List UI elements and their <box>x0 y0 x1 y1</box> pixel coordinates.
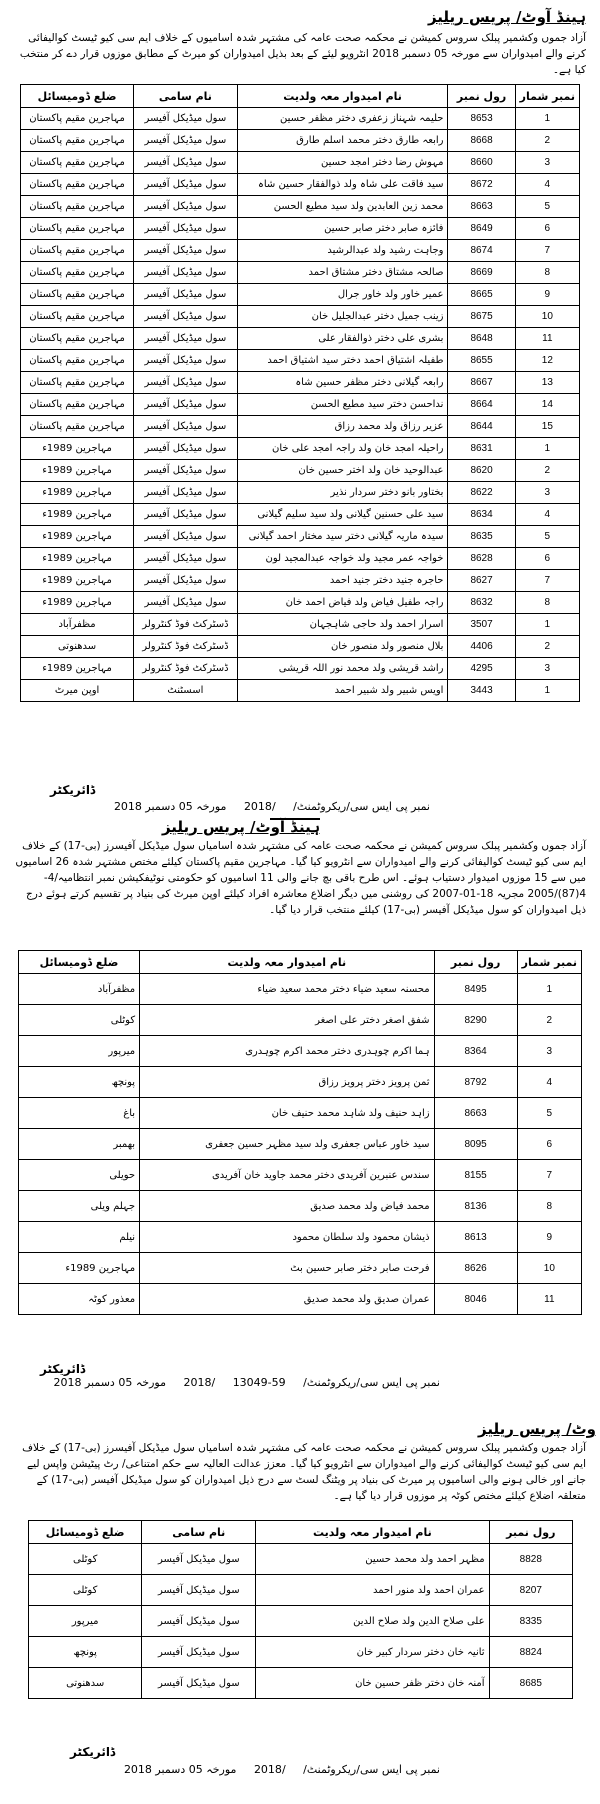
table-cell: ڈسٹرکٹ فوڈ کنٹرولر <box>134 636 238 658</box>
table-cell: نیلم <box>19 1222 140 1253</box>
table-cell: 4406 <box>448 636 515 658</box>
table-cell: سدھنوتی <box>29 1668 142 1699</box>
table-cell: سول میڈیکل آفیسر <box>134 328 238 350</box>
table-cell: 8667 <box>448 372 515 394</box>
table-cell: اویس شبیر ولد شبیر احمد <box>237 680 448 702</box>
table-cell: ہما اکرم چوہدری دختر محمد اکرم چوہدری <box>140 1036 434 1067</box>
table-cell: 8046 <box>434 1284 517 1315</box>
table-cell: 11 <box>515 328 579 350</box>
table-cell: 2 <box>515 130 579 152</box>
table-cell: 8136 <box>434 1191 517 1222</box>
table-cell: 8669 <box>448 262 515 284</box>
table-cell: 11 <box>517 1284 581 1315</box>
s2-ref-b: /2018 <box>183 1376 216 1389</box>
table-cell: مہاجرین 1989ء <box>21 482 134 504</box>
table-row <box>29 1606 573 1637</box>
table-row <box>21 614 580 636</box>
s1-director: ڈائریکٹر <box>50 783 96 797</box>
s3-ref <box>110 1763 440 1776</box>
table-row <box>21 350 580 372</box>
table-cell: سید علی حسنین گیلانی ولد سید سلیم گیلانی <box>237 504 448 526</box>
table-cell: 8207 <box>489 1575 572 1606</box>
table-row <box>21 174 580 196</box>
s2-ref <box>39 1376 440 1389</box>
table-cell: فائزہ صابر دختر صابر حسین <box>237 218 448 240</box>
s3-table <box>28 1520 573 1699</box>
table-cell: 3507 <box>448 614 515 636</box>
table-cell: مہاجرین 1989ء <box>21 570 134 592</box>
table-cell: سول میڈیکل آفیسر <box>142 1637 256 1668</box>
table-cell: 14 <box>515 394 579 416</box>
table-cell: 8622 <box>448 482 515 504</box>
table-cell: 8631 <box>448 438 515 460</box>
table-cell: راشد قریشی ولد محمد نور اللہ قریشی <box>237 658 448 680</box>
s3-ref-b: /2018 <box>253 1763 286 1776</box>
table-cell: 2 <box>515 460 579 482</box>
table-cell: 8663 <box>448 196 515 218</box>
table-cell: عمیر خاور ولد خاور جرال <box>237 284 448 306</box>
table-row <box>21 130 580 152</box>
table-cell: سول میڈیکل آفیسر <box>134 394 238 416</box>
table-cell: معذور کوٹہ <box>19 1284 140 1315</box>
table-cell: خواجہ عمر مجید ولد خواجہ عبدالمجید لون <box>237 548 448 570</box>
table-cell: 13 <box>515 372 579 394</box>
table-cell: 2 <box>515 636 579 658</box>
table-cell: 2 <box>517 1005 581 1036</box>
table-row <box>19 1284 582 1315</box>
table-cell: مہاجرین مقیم پاکستان <box>21 174 134 196</box>
table-cell: 8632 <box>448 592 515 614</box>
table-cell: 8 <box>515 262 579 284</box>
table-cell: 8655 <box>448 350 515 372</box>
table-row <box>21 636 580 658</box>
table-cell: بختاور بانو دختر سردار نذیر <box>237 482 448 504</box>
table-row <box>19 1253 582 1284</box>
table-cell: 8648 <box>448 328 515 350</box>
table-cell: راحیلہ امجد خان ولد راجہ امجد علی خان <box>237 438 448 460</box>
table-cell: مہاجرین مقیم پاکستان <box>21 284 134 306</box>
s3-ref-a: نمبر پی ایس سی/ریکروٹمنٹ/ <box>303 1763 440 1776</box>
col-name: نام امیدوار معہ ولدیت <box>140 951 434 974</box>
table-cell: عبدالوحید خان ولد اختر حسین خان <box>237 460 448 482</box>
table-cell: مظہر احمد ولد محمد حسین <box>256 1544 489 1575</box>
table-cell: سول میڈیکل آفیسر <box>134 350 238 372</box>
table-cell: 4 <box>515 174 579 196</box>
table-cell: 8674 <box>448 240 515 262</box>
table-row <box>21 152 580 174</box>
table-cell: شفق اصغر دختر علی اصغر <box>140 1005 434 1036</box>
table-row <box>21 592 580 614</box>
table-cell: 8627 <box>448 570 515 592</box>
s2-table-header <box>19 951 582 974</box>
table-cell: سید فاقت علی شاہ ولد ذوالفقار حسین شاہ <box>237 174 448 196</box>
table-cell: 1 <box>515 614 579 636</box>
table-cell: 4 <box>517 1067 581 1098</box>
table-cell: سول میڈیکل آفیسر <box>134 262 238 284</box>
table-row <box>19 1160 582 1191</box>
s1-table <box>20 84 580 702</box>
table-cell: میرپور <box>19 1036 140 1067</box>
table-cell: 8665 <box>448 284 515 306</box>
table-cell: 5 <box>517 1098 581 1129</box>
table-cell: 8663 <box>434 1098 517 1129</box>
table-cell: 10 <box>517 1253 581 1284</box>
table-cell: جہلم ویلی <box>19 1191 140 1222</box>
table-cell: 7 <box>517 1160 581 1191</box>
table-cell: مہاجرین مقیم پاکستان <box>21 240 134 262</box>
table-cell: 8495 <box>434 974 517 1005</box>
table-cell: مہاجرین مقیم پاکستان <box>21 306 134 328</box>
s1-ref-b: /2018 <box>243 800 276 813</box>
table-cell: 8649 <box>448 218 515 240</box>
table-row <box>21 438 580 460</box>
table-cell: سول میڈیکل آفیسر <box>134 438 238 460</box>
table-row <box>19 974 582 1005</box>
s1-heading: ہینڈ آوٹ/ پریس ریلیز <box>427 8 586 26</box>
table-cell: 1 <box>515 108 579 130</box>
table-row <box>21 526 580 548</box>
table-cell: سول میڈیکل آفیسر <box>134 196 238 218</box>
table-cell: رابعہ گیلانی دختر مظفر حسین شاہ <box>237 372 448 394</box>
table-cell: 6 <box>515 548 579 570</box>
table-cell: مہاجرین مقیم پاکستان <box>21 196 134 218</box>
table-cell: 8828 <box>489 1544 572 1575</box>
table-cell: مہوش رضا دختر امجد حسین <box>237 152 448 174</box>
table-cell: اوپن میرٹ <box>21 680 134 702</box>
table-cell: سول میڈیکل آفیسر <box>134 482 238 504</box>
table-row <box>21 372 580 394</box>
table-cell: وجاہت رشید ولد عبدالرشید <box>237 240 448 262</box>
table-cell: 8675 <box>448 306 515 328</box>
table-cell: طفیلہ اشتیاق احمد دختر سید اشتیاق احمد <box>237 350 448 372</box>
s2-director: ڈائریکٹر <box>40 1362 86 1376</box>
s3-intro: آزاد جموں وکشمیر پبلک سروس کمیشن نے محکمہ صحت عامہ کی مشتہر شدہ اسامیاں سول میڈیکل آفیسرز (بی-17) کے خلاف ایم سی کیو ٹیسٹ کوالیفائی کرنے والے امیدواران سے انٹرویو کیا گیا۔ معزز عدالت العالیہ سے حکم امتناعی/ رٹ پیٹیشن واپس لیے جانے اور خالی ہونے والی اسامیوں پر میرٹ کی بنیاد پر ویٹنگ لسٹ سے درج ذیل امیدواران کو سول میڈیکل آفیسر (بی-17) کے متعلقہ اضلاع کیلئے مختص کوٹہ پر موزوں قرار دیا گیا ہے۔ <box>22 1442 586 1502</box>
table-cell: رابعہ طارق دختر محمد اسلم طارق <box>237 130 448 152</box>
table-cell: 5 <box>515 196 579 218</box>
col-domicile: ضلع ڈومیسائل <box>21 85 134 108</box>
table-cell: سول میڈیکل آفیسر <box>134 570 238 592</box>
table-row <box>19 1067 582 1098</box>
table-cell: سول میڈیکل آفیسر <box>142 1575 256 1606</box>
table-cell: 1 <box>517 974 581 1005</box>
table-row <box>21 482 580 504</box>
table-cell: محمد زین العابدین ولد سید مطیع الحسن <box>237 196 448 218</box>
table-row <box>19 1098 582 1129</box>
table-cell: سول میڈیکل آفیسر <box>134 592 238 614</box>
table-cell: سول میڈیکل آفیسر <box>134 152 238 174</box>
table-row <box>21 196 580 218</box>
table-cell: سول میڈیکل آفیسر <box>134 504 238 526</box>
table-cell: مہاجرین مقیم پاکستان <box>21 130 134 152</box>
table-row <box>21 570 580 592</box>
col-roll: رول نمبر <box>489 1521 572 1544</box>
table-cell: ڈسٹرکٹ فوڈ کنٹرولر <box>134 614 238 636</box>
table-cell: مہاجرین 1989ء <box>19 1253 140 1284</box>
table-cell: مہاجرین 1989ء <box>21 548 134 570</box>
table-cell: 8 <box>517 1191 581 1222</box>
table-row <box>21 284 580 306</box>
table-cell: باغ <box>19 1098 140 1129</box>
table-cell: مہاجرین 1989ء <box>21 658 134 680</box>
table-row <box>29 1544 573 1575</box>
s3-heading: وٹ/ پریس ریلیز <box>478 1420 596 1438</box>
table-row <box>21 658 580 680</box>
table-row <box>19 1222 582 1253</box>
table-cell: 1 <box>515 680 579 702</box>
table-cell: 10 <box>515 306 579 328</box>
table-cell: مہاجرین مقیم پاکستان <box>21 218 134 240</box>
table-cell: مظفرآباد <box>21 614 134 636</box>
s2-table <box>18 950 582 1315</box>
table-cell: 8685 <box>489 1668 572 1699</box>
table-cell: 3 <box>515 482 579 504</box>
table-cell: 8668 <box>448 130 515 152</box>
table-cell: کوٹلی <box>19 1005 140 1036</box>
table-cell: مہاجرین مقیم پاکستان <box>21 328 134 350</box>
s3-table-header <box>29 1521 573 1544</box>
col-post: نام سامی <box>142 1521 256 1544</box>
table-cell: 9 <box>515 284 579 306</box>
table-cell: زینب جمیل دختر عبدالجلیل خان <box>237 306 448 328</box>
table-row <box>19 1129 582 1160</box>
table-cell: 3 <box>515 658 579 680</box>
s1-table-header <box>21 85 580 108</box>
table-cell: 8792 <box>434 1067 517 1098</box>
table-cell: 8335 <box>489 1606 572 1637</box>
table-cell: اسرار احمد ولد حاجی شاہجہان <box>237 614 448 636</box>
table-cell: محسنہ سعید ضیاء دختر محمد سعید ضیاء <box>140 974 434 1005</box>
table-cell: ثمن پرویز دختر پرویز رزاق <box>140 1067 434 1098</box>
table-cell: 8824 <box>489 1637 572 1668</box>
table-row <box>21 460 580 482</box>
s2-ref-num: 13049-59 <box>232 1376 286 1389</box>
table-cell: 3 <box>517 1036 581 1067</box>
table-cell: سول میڈیکل آفیسر <box>134 416 238 438</box>
table-cell: پونچھ <box>29 1637 142 1668</box>
table-cell: 7 <box>515 570 579 592</box>
table-cell: 5 <box>515 526 579 548</box>
s1-intro: آزاد جموں وکشمیر پبلک سروس کمیشن نے محکمہ صحت عامہ کی مشتہر شدہ اسامیوں کے خلاف ایم سی کیو ٹیسٹ کوالیفائی کرنے والے امیدواران سے مورخہ 05 دسمبر 2018 انٹرویو لیئے کے بعد بذیل امیدواران کو میرٹ کے مطابق موزوں قرار دے کر منتخب کیا ہے۔ <box>19 32 586 76</box>
table-cell: سندس عنبرین آفریدی دختر محمد جاوید خان آفریدی <box>140 1160 434 1191</box>
table-cell: علی صلاح الدین ولد صلاح الدین <box>256 1606 489 1637</box>
table-cell: 3443 <box>448 680 515 702</box>
table-row <box>21 504 580 526</box>
table-row <box>21 262 580 284</box>
table-cell: سول میڈیکل آفیسر <box>134 130 238 152</box>
table-row <box>21 108 580 130</box>
table-cell: حویلی <box>19 1160 140 1191</box>
table-cell: میرپور <box>29 1606 142 1637</box>
table-row <box>21 218 580 240</box>
table-cell: سول میڈیکل آفیسر <box>134 548 238 570</box>
table-cell: 3 <box>515 152 579 174</box>
table-cell: صالحہ مشتاق دختر مشتاق احمد <box>237 262 448 284</box>
table-cell: بھمبر <box>19 1129 140 1160</box>
table-cell: مہاجرین مقیم پاکستان <box>21 394 134 416</box>
col-roll: رول نمبر <box>434 951 517 974</box>
table-cell: 8155 <box>434 1160 517 1191</box>
table-row <box>19 1191 582 1222</box>
table-row <box>21 548 580 570</box>
table-cell: سدھنوتی <box>21 636 134 658</box>
table-cell: ثانیہ خان دختر سردار کبیر خان <box>256 1637 489 1668</box>
s1-ref-c: مورخہ 05 دسمبر 2018 <box>113 800 227 813</box>
table-cell: سول میڈیکل آفیسر <box>134 306 238 328</box>
table-cell: بلال منصور ولد منصور خان <box>237 636 448 658</box>
table-cell: عمران صدیق ولد محمد صدیق <box>140 1284 434 1315</box>
table-cell: بشری علی دختر ذوالفقار علی <box>237 328 448 350</box>
table-row <box>19 1036 582 1067</box>
table-row <box>29 1637 573 1668</box>
table-cell: سول میڈیکل آفیسر <box>134 240 238 262</box>
table-cell: سول میڈیکل آفیسر <box>142 1606 256 1637</box>
table-cell: راجہ طفیل فیاض ولد فیاض احمد خان <box>237 592 448 614</box>
table-cell: 8635 <box>448 526 515 548</box>
table-cell: 8664 <box>448 394 515 416</box>
table-cell: کوٹلی <box>29 1575 142 1606</box>
table-cell: 8634 <box>448 504 515 526</box>
table-cell: مظفرآباد <box>19 974 140 1005</box>
table-cell: 8628 <box>448 548 515 570</box>
table-cell: 9 <box>517 1222 581 1253</box>
table-cell: سیدہ ماریہ گیلانی دختر سید مختار احمد گیلانی <box>237 526 448 548</box>
table-cell: مہاجرین 1989ء <box>21 460 134 482</box>
table-cell: سول میڈیکل آفیسر <box>134 284 238 306</box>
table-cell: مہاجرین مقیم پاکستان <box>21 372 134 394</box>
table-cell: 12 <box>515 350 579 372</box>
s1-ref <box>100 800 430 813</box>
table-cell: سول میڈیکل آفیسر <box>134 218 238 240</box>
s3-director: ڈائریکٹر <box>70 1745 116 1759</box>
table-cell: 8620 <box>448 460 515 482</box>
table-cell: سول میڈیکل آفیسر <box>134 108 238 130</box>
table-cell: نداحسن دختر سید مطیع الحسن <box>237 394 448 416</box>
table-row <box>21 394 580 416</box>
table-row <box>29 1575 573 1606</box>
s2-ref-c: مورخہ 05 دسمبر 2018 <box>53 1376 166 1389</box>
table-cell: 15 <box>515 416 579 438</box>
table-cell: سول میڈیکل آفیسر <box>142 1544 256 1575</box>
table-cell: مہاجرین مقیم پاکستان <box>21 416 134 438</box>
table-cell: سول میڈیکل آفیسر <box>142 1668 256 1699</box>
col-roll: رول نمبر <box>448 85 515 108</box>
col-name: نام امیدوار معہ ولدیت <box>256 1521 489 1544</box>
table-cell: ڈسٹرکٹ فوڈ کنٹرولر <box>134 658 238 680</box>
table-cell: حلیمہ شہناز زعفری دختر مظفر حسین <box>237 108 448 130</box>
col-domicile: ضلع ڈومیسائل <box>29 1521 142 1544</box>
col-serial: نمبر شمار <box>515 85 579 108</box>
table-cell: پونچھ <box>19 1067 140 1098</box>
table-cell: ذیشان محمود ولد سلطان محمود <box>140 1222 434 1253</box>
table-cell: 8626 <box>434 1253 517 1284</box>
table-cell: مہاجرین 1989ء <box>21 592 134 614</box>
table-cell: 7 <box>515 240 579 262</box>
table-cell: آمنہ خان دختر ظفر حسین خان <box>256 1668 489 1699</box>
table-cell: 8 <box>515 592 579 614</box>
s2-intro: آزاد جموں وکشمیر پبلک سروس کمیشن نے محکمہ صحت عامہ کی مشتہر شدہ اسامیاں سول میڈیکل آفیسرز (بی-17) کے خلاف ایم سی کیو ٹیسٹ کوالیفائی کرنے والے امیدواران سے انٹرویو کیا گیا۔ مہاجرین مقیم پاکستان کیلئے مختص مشتہر شدہ 26 اسامیوں میں سے 15 موزوں امیدوار دستیاب ہوئے۔ اس طرح باقی بچ جانے والی 11 اسامیوں کو حکومتی نوٹیفکیشن نمبر انتظامیہ/4-4(87)/2005 مجریہ 18-01-2007 کی روشنی میں دیگر اضلاع معاشرہ افراد کیلئے اوپن میرٹ کی بنیاد پر تقسیم کرتے ہوئے درج ذیل امیدواران کو سول میڈیکل آفیسر (بی-17) کیلئے منتخب قرار دیا گیا۔ <box>15 840 586 916</box>
table-cell: حاجرہ جنید دختر جنید احمد <box>237 570 448 592</box>
table-cell: 8653 <box>448 108 515 130</box>
col-domicile: ضلع ڈومیسائل <box>19 951 140 974</box>
table-row <box>21 680 580 702</box>
s2-ref-a: نمبر پی ایس سی/ریکروٹمنٹ/ <box>303 1376 440 1389</box>
table-cell: محمد فیاض ولد محمد صدیق <box>140 1191 434 1222</box>
table-cell: 8644 <box>448 416 515 438</box>
table-row <box>29 1668 573 1699</box>
col-serial: نمبر شمار <box>517 951 581 974</box>
table-cell: مہاجرین مقیم پاکستان <box>21 152 134 174</box>
s2-heading: ہینڈ آوٹ/ پریس ریلیز <box>161 818 320 836</box>
table-cell: مہاجرین مقیم پاکستان <box>21 350 134 372</box>
table-cell: سول میڈیکل آفیسر <box>134 460 238 482</box>
table-cell: 8364 <box>434 1036 517 1067</box>
table-row <box>21 240 580 262</box>
table-row <box>21 416 580 438</box>
table-cell: 8095 <box>434 1129 517 1160</box>
table-cell: سول میڈیکل آفیسر <box>134 174 238 196</box>
table-cell: سول میڈیکل آفیسر <box>134 372 238 394</box>
table-cell: زاہد حنیف ولد شاہد محمد حنیف خان <box>140 1098 434 1129</box>
s1-ref-a: نمبر پی ایس سی/ریکروٹمنٹ/ <box>293 800 430 813</box>
table-cell: سول میڈیکل آفیسر <box>134 526 238 548</box>
s3-ref-c: مورخہ 05 دسمبر 2018 <box>123 1763 237 1776</box>
table-cell: 4295 <box>448 658 515 680</box>
table-cell: عمران احمد ولد منور احمد <box>256 1575 489 1606</box>
table-row <box>21 328 580 350</box>
table-cell: 6 <box>517 1129 581 1160</box>
table-cell: اسسٹنٹ <box>134 680 238 702</box>
table-cell: 6 <box>515 218 579 240</box>
table-cell: مہاجرین مقیم پاکستان <box>21 262 134 284</box>
col-name: نام امیدوار معہ ولدیت <box>237 85 448 108</box>
table-cell: مہاجرین مقیم پاکستان <box>21 108 134 130</box>
table-cell: 8672 <box>448 174 515 196</box>
table-cell: 4 <box>515 504 579 526</box>
table-cell: 8660 <box>448 152 515 174</box>
table-cell: فرحت صابر دختر صابر حسین بٹ <box>140 1253 434 1284</box>
table-cell: 8290 <box>434 1005 517 1036</box>
table-cell: مہاجرین 1989ء <box>21 504 134 526</box>
table-cell: مہاجرین 1989ء <box>21 438 134 460</box>
table-row <box>19 1005 582 1036</box>
table-cell: سید خاور عباس جعفری ولد سید مظہر حسین جعفری <box>140 1129 434 1160</box>
table-cell: عزیر رزاق ولد محمد رزاق <box>237 416 448 438</box>
table-cell: 8613 <box>434 1222 517 1253</box>
table-cell: 1 <box>515 438 579 460</box>
table-cell: مہاجرین 1989ء <box>21 526 134 548</box>
table-cell: کوٹلی <box>29 1544 142 1575</box>
table-row <box>21 306 580 328</box>
col-post: نام سامی <box>134 85 238 108</box>
